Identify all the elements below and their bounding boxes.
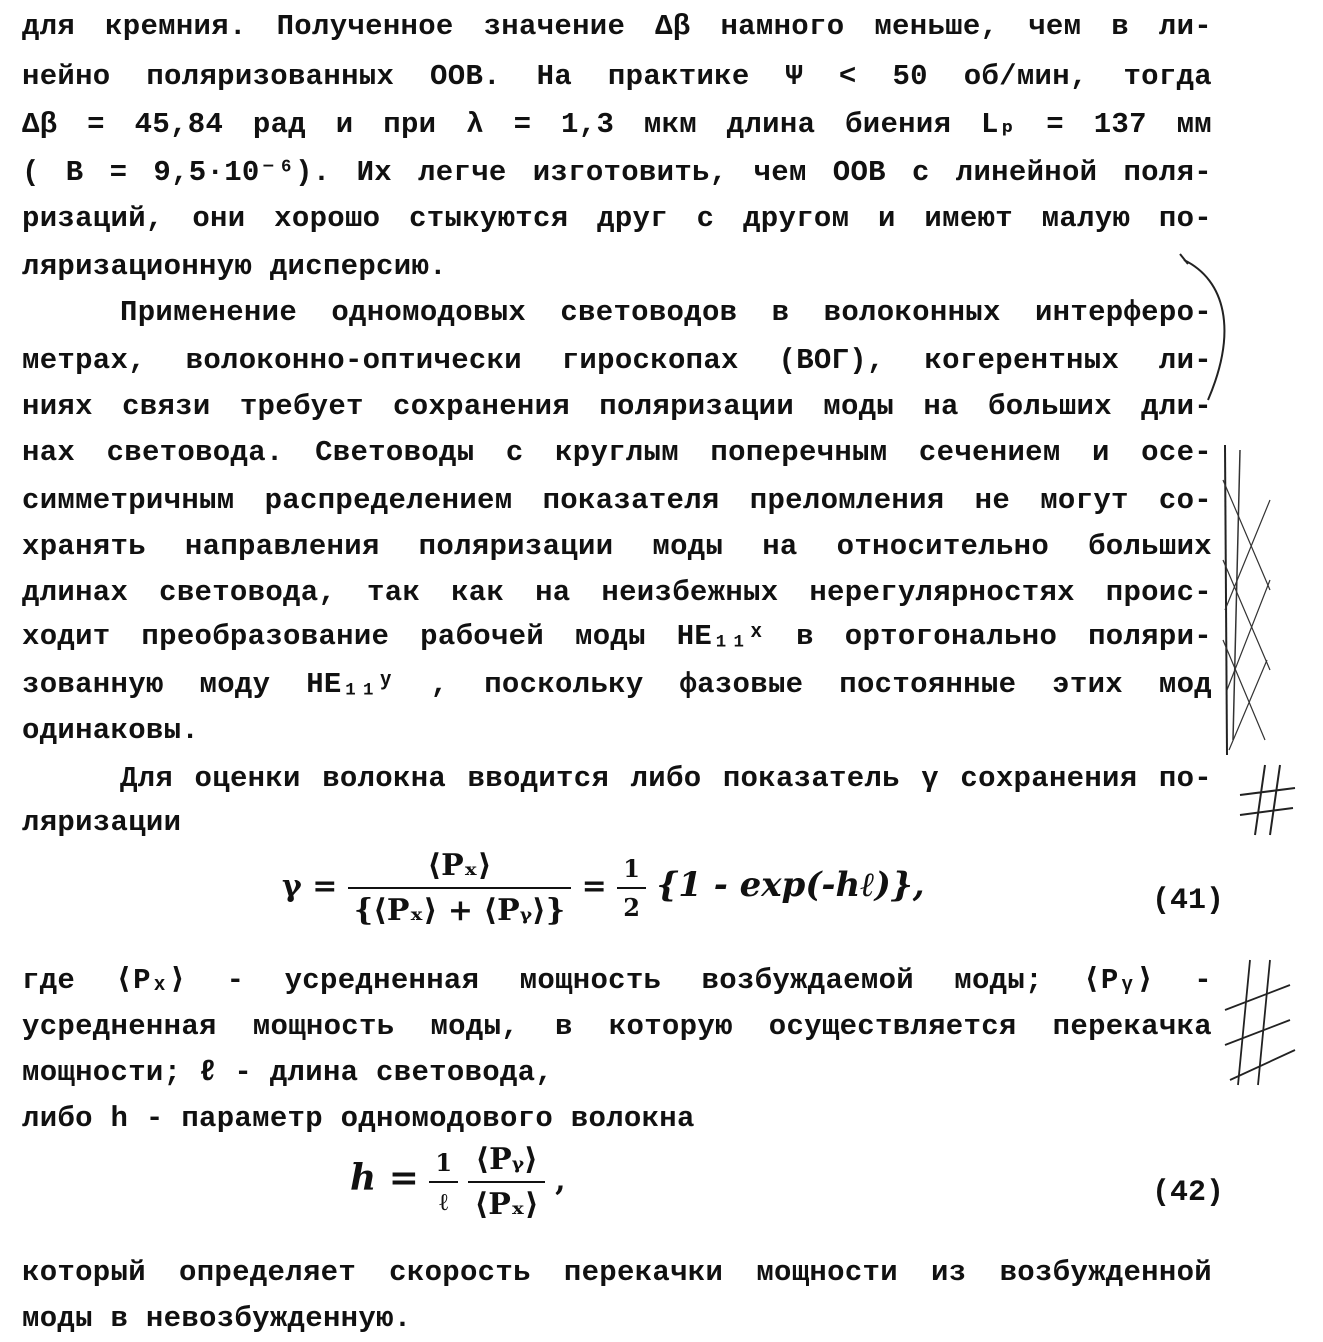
text-line-14: ходит преобразование рабочей моды HE₁₁ˣ в ортогонально поляри- xyxy=(22,620,1212,653)
formula-41-half xyxy=(617,854,646,922)
formula-42-numerator: ⟨Pᵧ⟩ xyxy=(468,1142,544,1183)
text-line-3: Δβ = 45,84 рад и при λ = 1,3 мкм длина биения Lₚ = 137 мм xyxy=(22,108,1212,141)
formula-41-half-num: 1 xyxy=(617,854,646,889)
text-line-11: симметричным распределением показателя преломления не могут со- xyxy=(22,484,1212,517)
text-line-9: ниях связи требует сохранения поляризации моды на больших дли- xyxy=(22,390,1212,423)
margin-bracket-mark xyxy=(1170,250,1250,420)
text-line-12: хранять направления поляризации моды на относительно больших xyxy=(22,530,1212,563)
text-line-17: Для оценки волокна вводится либо показатель γ сохранения по- xyxy=(120,762,1212,795)
margin-hash-mark-1 xyxy=(1235,760,1305,840)
formula-41 xyxy=(282,848,925,928)
text-line-13: длинах световода, так как на неизбежных нерегулярностях проис- xyxy=(22,576,1212,609)
formula-41-numerator: ⟨Pₓ⟩ xyxy=(348,848,571,889)
formula-42-denominator: ⟨Pₓ⟩ xyxy=(474,1187,539,1222)
formula-41-equals: = xyxy=(581,869,607,904)
text-line-10: нах световода. Световоды с круглым поперечным сечением и осе- xyxy=(22,436,1212,469)
text-line-20: усредненная мощность моды, в которую осуществляется перекачка xyxy=(22,1010,1212,1043)
text-line-2: нейно поляризованных ООВ. На практике Ψ < 50 об/мин, тогда xyxy=(22,60,1212,93)
formula-41-rhs: {1 - exp(-hℓ)}, xyxy=(656,865,925,905)
formula-41-half-den: 2 xyxy=(623,893,640,922)
formula-41-lhs: γ = xyxy=(282,869,338,904)
text-line-18: ляризации xyxy=(22,806,182,839)
text-line-22: либо h - параметр одномодового волокна xyxy=(22,1102,695,1135)
text-line-16: одинаковы. xyxy=(22,714,200,747)
text-line-19: где ⟨Pₓ⟩ - усредненная мощность возбуждаемой моды; ⟨Pᵧ⟩ - xyxy=(22,964,1212,997)
formula-42-tail: , xyxy=(555,1163,566,1198)
text-line-23: который определяет скорость перекачки мощности из возбужденной xyxy=(22,1256,1212,1289)
text-line-15: зованную моду HE₁₁ʸ , поскольку фазовые постоянные этих мод xyxy=(22,668,1212,701)
formula-42-coef-den: ℓ xyxy=(439,1186,449,1216)
text-line-1: для кремния. Полученное значение Δβ намного меньше, чем в ли- xyxy=(22,10,1212,43)
formula-41-fraction xyxy=(348,848,571,928)
text-line-5: ризаций, они хорошо стыкуются друг с другом и имеют малую по- xyxy=(22,202,1212,235)
equation-number-41: (41) xyxy=(1152,884,1225,918)
formula-42-lhs: h = xyxy=(350,1157,419,1199)
formula-41-denominator: {⟨Pₓ⟩ + ⟨Pᵧ⟩} xyxy=(353,893,566,928)
equation-number-42: (42) xyxy=(1152,1176,1225,1210)
formula-42-coef xyxy=(429,1148,458,1217)
formula-42-fraction xyxy=(468,1142,544,1222)
formula-42 xyxy=(350,1142,566,1222)
margin-hash-mark-2 xyxy=(1220,955,1300,1095)
text-line-4: ( B = 9,5·10⁻⁶). Их легче изготовить, чем ООВ с линейной поля- xyxy=(22,156,1212,189)
text-line-7: Применение одномодовых световодов в волоконных интерферо- xyxy=(120,296,1212,329)
text-line-24: моды в невозбужденную. xyxy=(22,1302,412,1335)
text-line-6: ляризационную дисперсию. xyxy=(22,250,447,283)
text-line-8: метрах, волоконно-оптически гироскопах (ВОГ), когерентных ли- xyxy=(22,344,1212,377)
formula-42-coef-num: 1 xyxy=(429,1148,458,1183)
text-line-21: мощности; ℓ - длина световода, xyxy=(22,1056,554,1089)
margin-hatch-mark-1 xyxy=(1215,440,1285,760)
